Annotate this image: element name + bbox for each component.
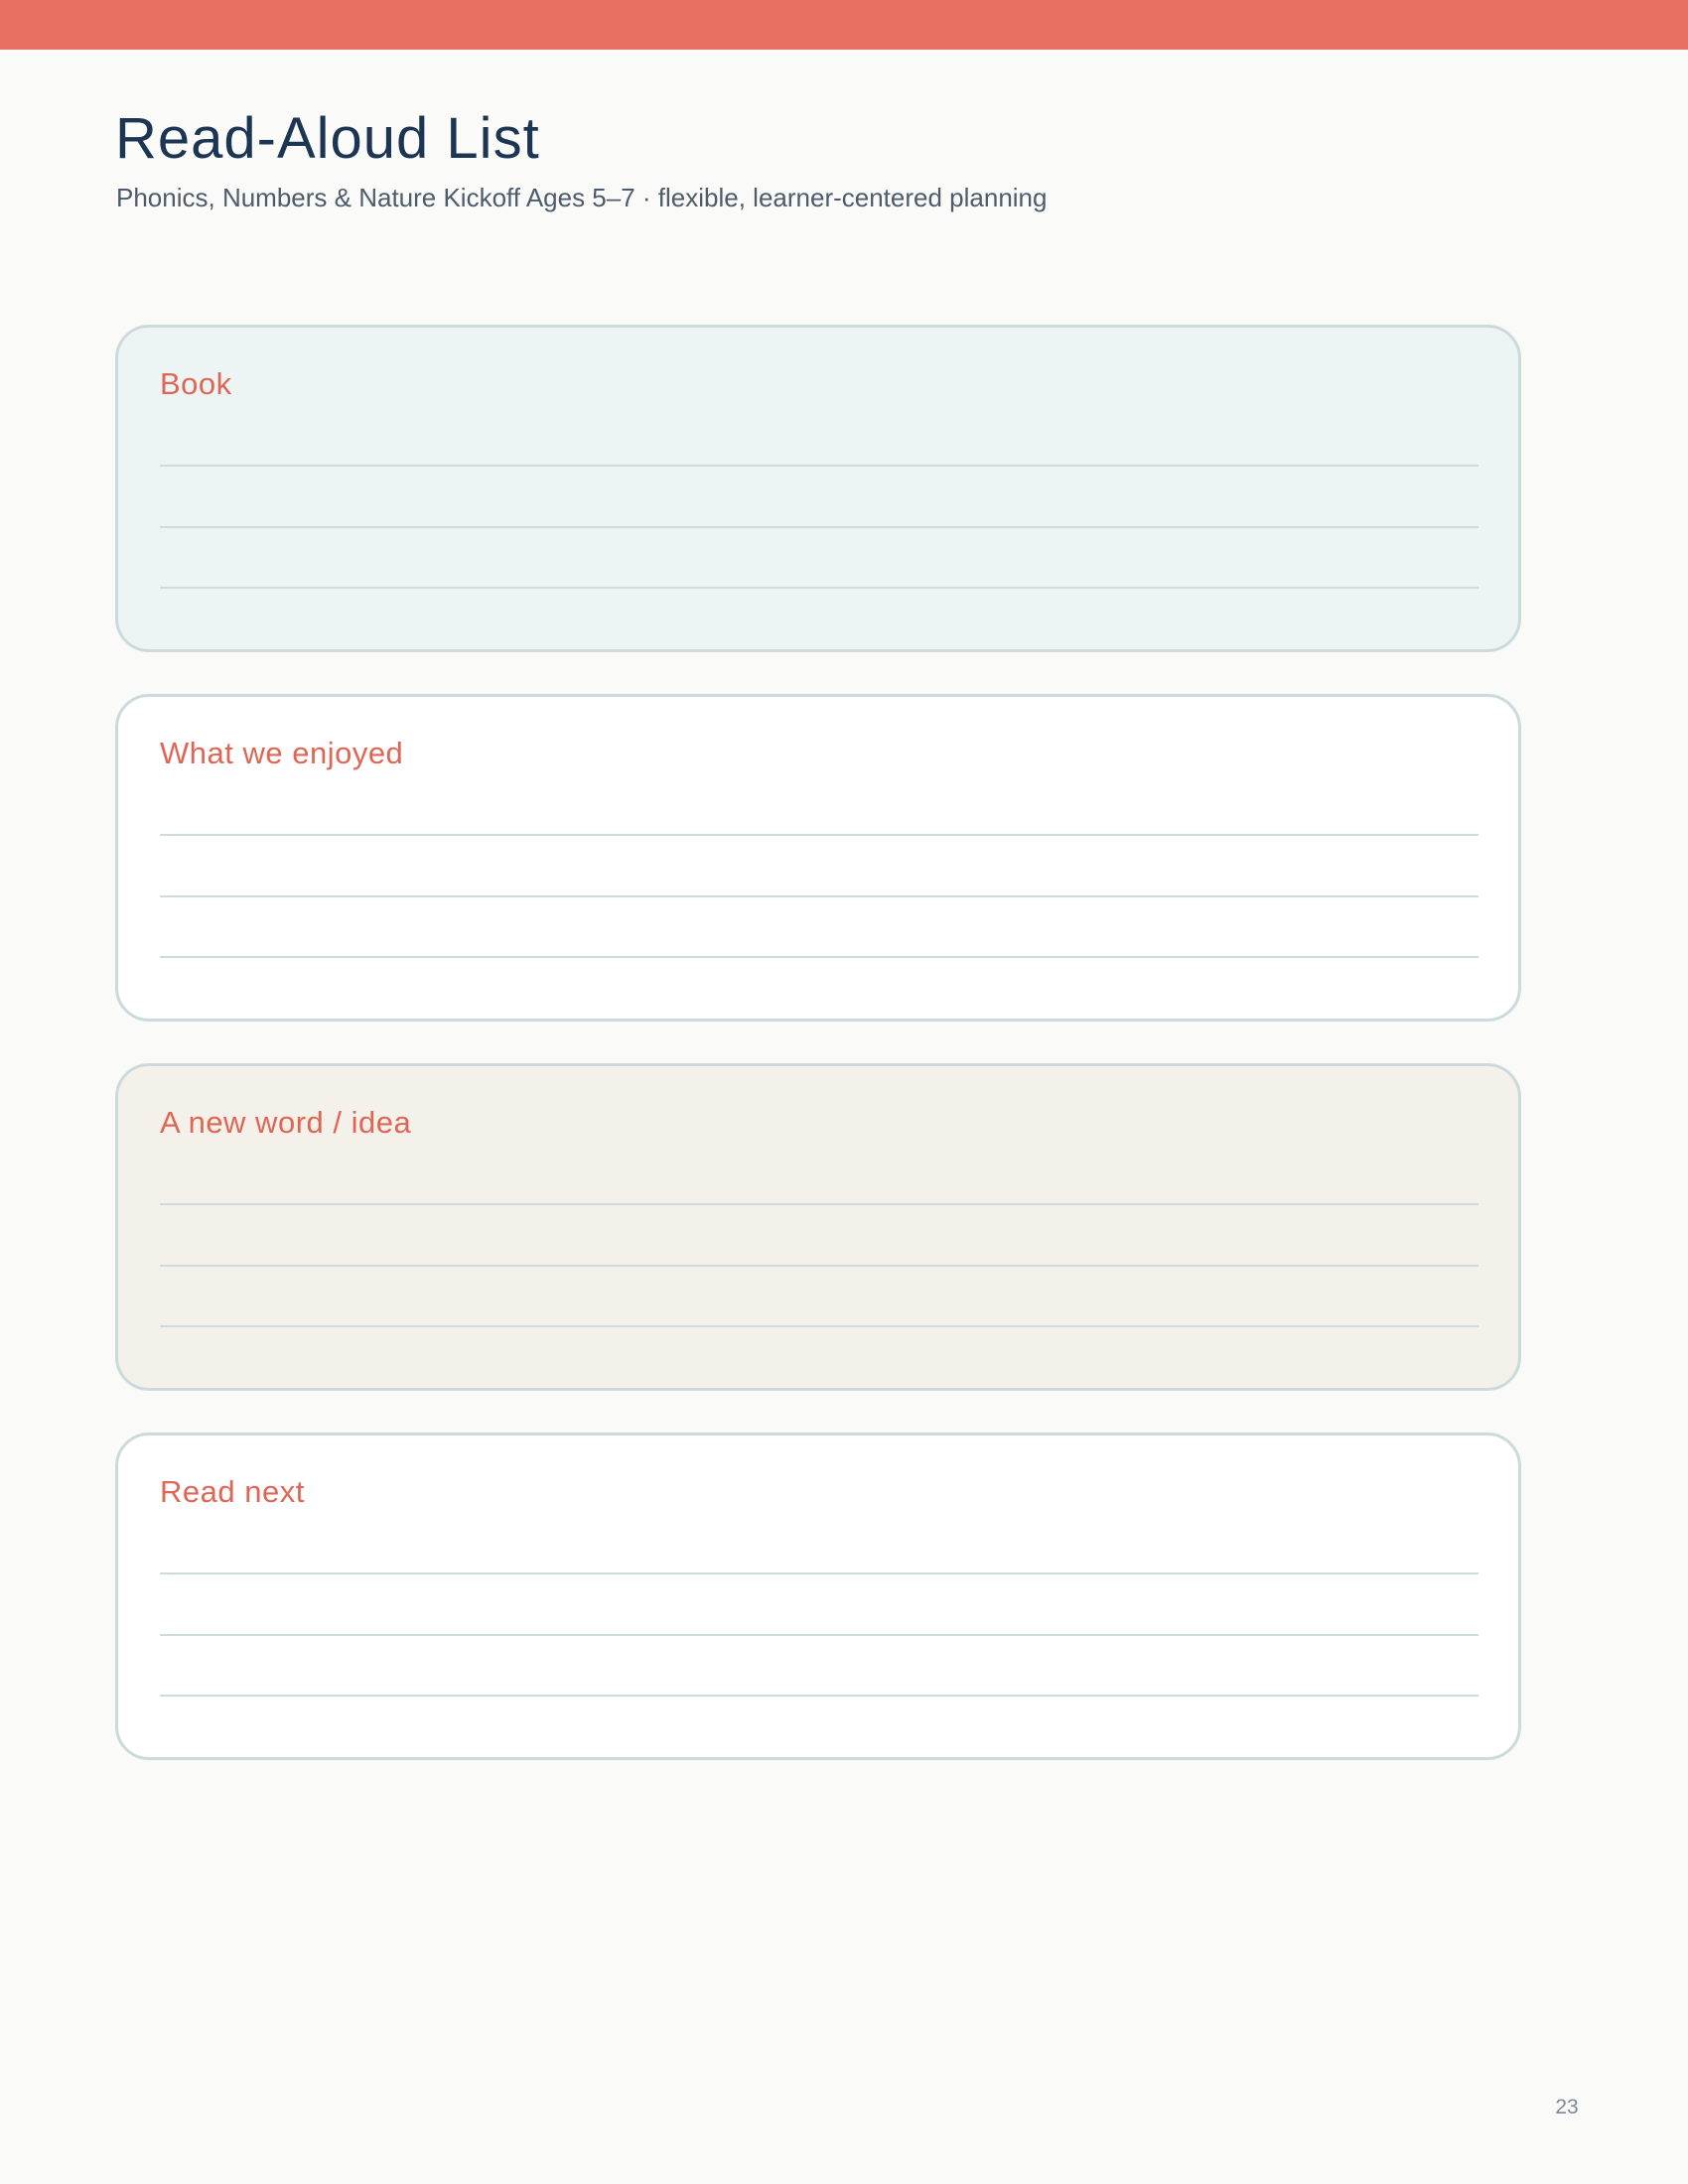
top-accent-bar (0, 0, 1688, 50)
writing-line[interactable] (160, 1572, 1478, 1574)
section-card-book (115, 325, 1521, 652)
writing-line[interactable] (160, 895, 1478, 897)
writing-line[interactable] (160, 1203, 1478, 1205)
writing-line[interactable] (160, 465, 1478, 467)
writing-line[interactable] (160, 1634, 1478, 1636)
section-label: What we enjoyed (160, 736, 404, 770)
section-label: Book (160, 366, 232, 401)
section-label: A new word / idea (160, 1105, 412, 1140)
page-subtitle: Phonics, Numbers & Nature Kickoff Ages 5–7 · flexible, learner-centered planning (116, 183, 1048, 212)
writing-line[interactable] (160, 526, 1478, 528)
writing-line[interactable] (160, 956, 1478, 958)
page-title: Read-Aloud List (115, 106, 540, 171)
section-card-new-word (115, 1063, 1521, 1391)
section-label: Read next (160, 1474, 305, 1509)
writing-line[interactable] (160, 834, 1478, 836)
writing-line[interactable] (160, 1265, 1478, 1267)
writing-line[interactable] (160, 1325, 1478, 1327)
writing-line[interactable] (160, 1695, 1478, 1697)
section-card-read-next (115, 1433, 1521, 1760)
writing-line[interactable] (160, 587, 1478, 589)
page-number: 23 (1555, 2096, 1579, 2118)
section-card-what-we-enjoyed (115, 694, 1521, 1022)
